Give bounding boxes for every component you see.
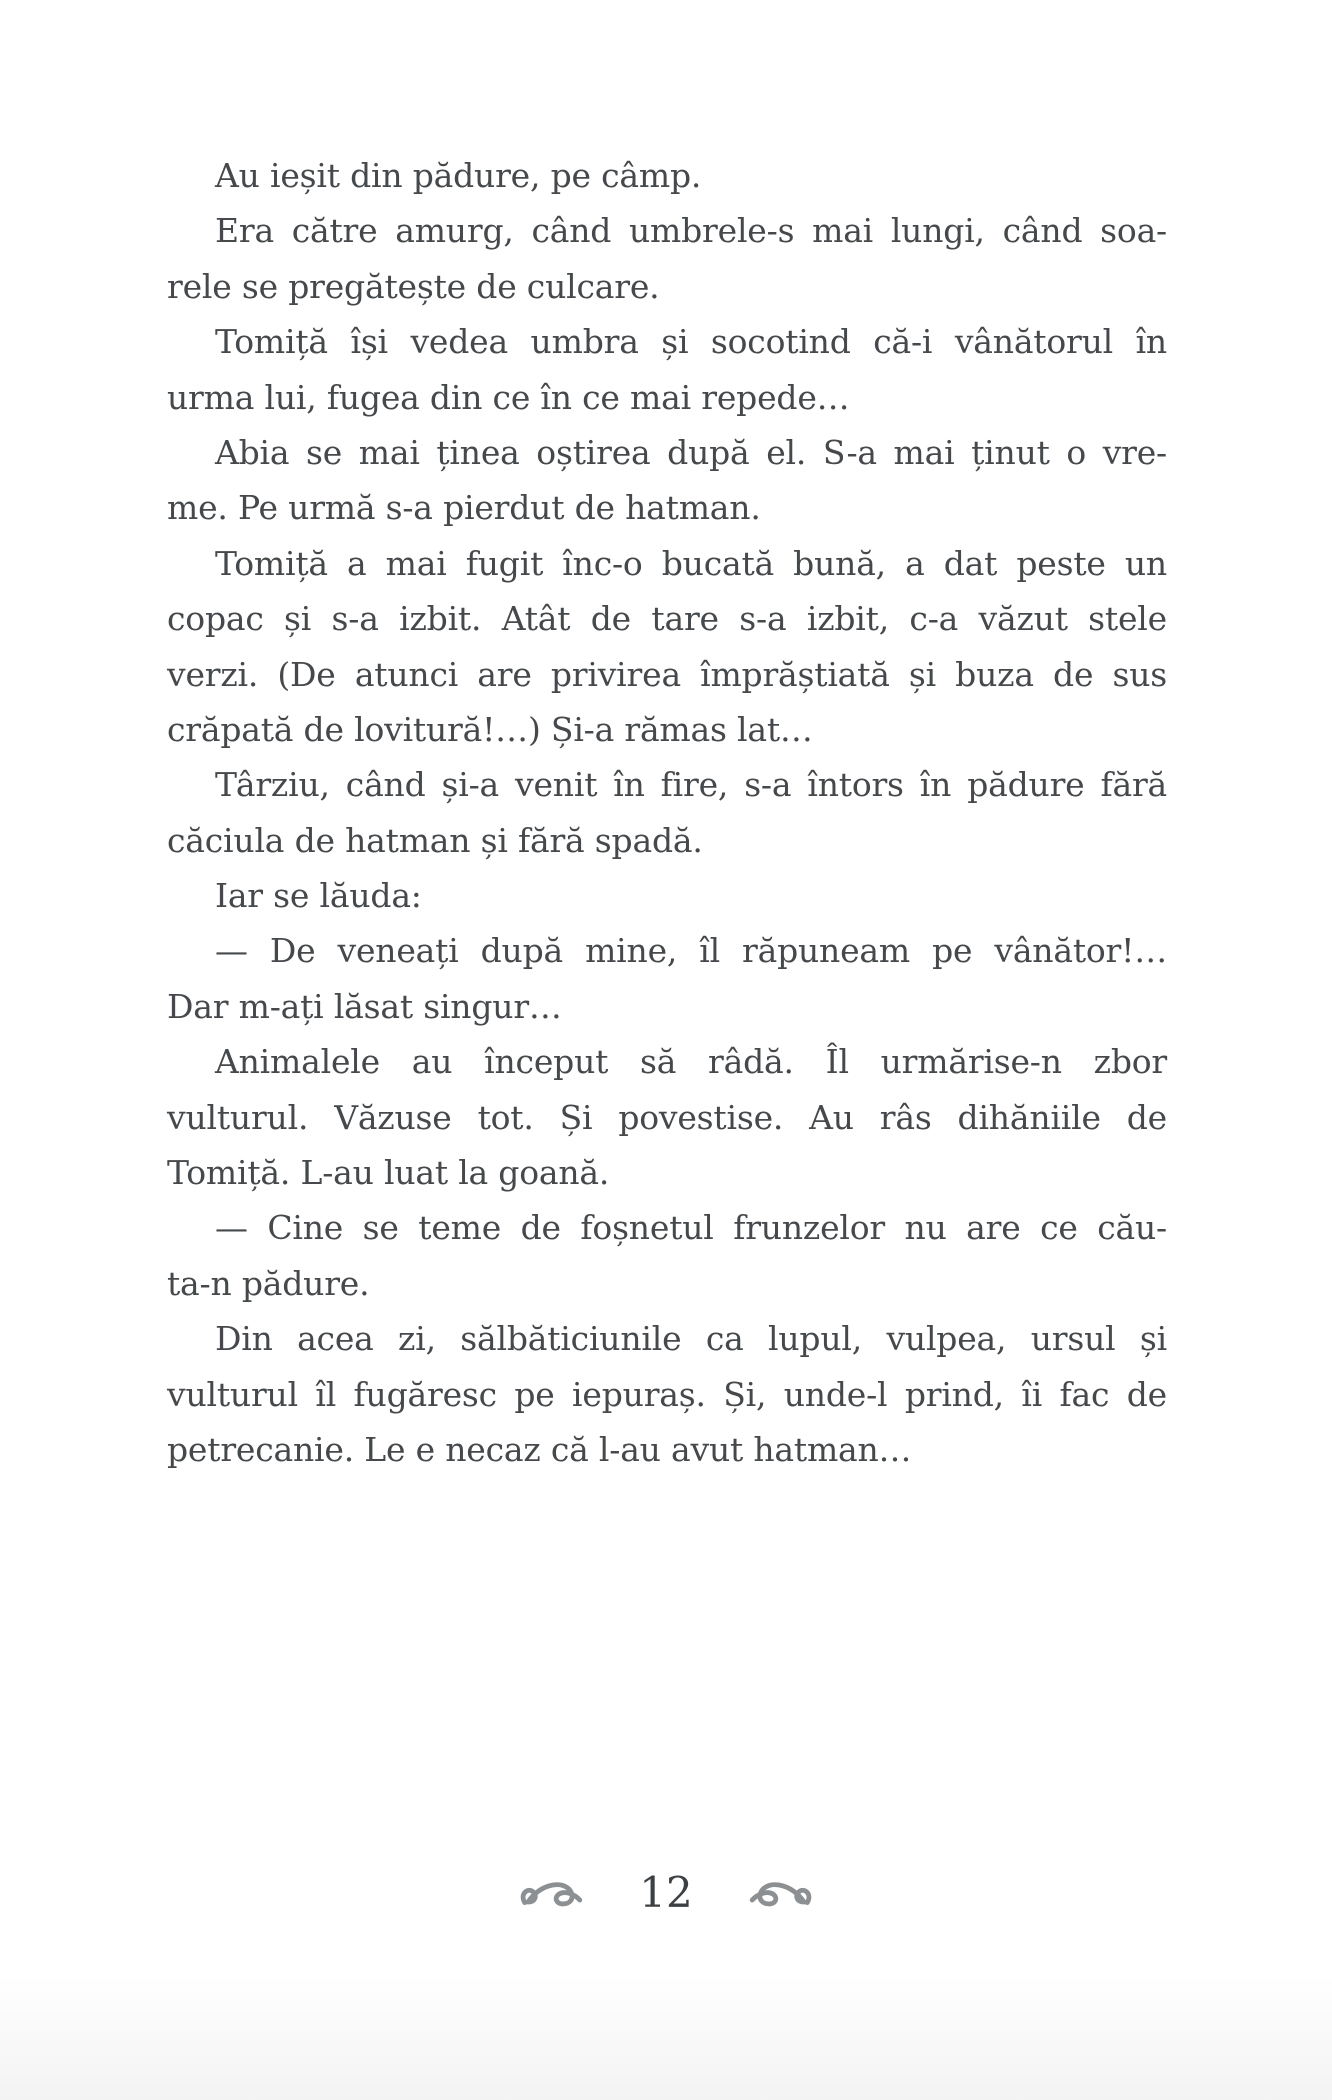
text-line: Din acea zi, sălbăticiunile ca lupul, vulpea, ursul și [215, 1319, 1167, 1359]
paragraph [167, 1034, 1167, 1200]
text-line: urma lui, fugea din ce în ce mai repede… [167, 377, 850, 417]
text-line: vulturul îl fugăresc pe iepuraș. Și, unde-l prind, îi fac de [167, 1374, 1167, 1414]
text-line: — Cine se teme de foșnetul frunzelor nu are ce cău- [215, 1208, 1167, 1248]
text-line: copac și s-a izbit. Atât de tare s-a izbit, c-a văzut stele [167, 599, 1167, 639]
text-block [167, 148, 1167, 1477]
text-line: căciula de hatman și fără spadă. [167, 820, 703, 860]
flourish-left-path [523, 1885, 580, 1904]
text-line: Au ieșit din pădure, pe câmp. [215, 156, 702, 195]
paragraph [167, 757, 1167, 868]
text-line: — De veneați după mine, îl răpuneam pe vânător!… [215, 931, 1167, 971]
text-line: Tomiță. L-au luat la goană. [167, 1153, 610, 1193]
text-line: Tomiță a mai fugit înc-o bucată bună, a dat peste un [215, 543, 1167, 583]
text-line: vulturul. Văzuse tot. Și povestise. Au râs dihăniile de [167, 1097, 1167, 1137]
paragraph [167, 314, 1167, 425]
text-line: rele se pregătește de culcare. [167, 266, 660, 306]
paragraph [167, 425, 1167, 536]
text-line: me. Pe urmă s-a pierdut de hatman. [167, 488, 761, 528]
paragraph [167, 923, 1167, 1034]
text-line: Târziu, când și-a venit în fire, s-a întors în pădure fără [215, 765, 1167, 805]
paragraph [167, 203, 1167, 314]
text-line: Iar se lăuda: [215, 876, 422, 916]
page-footer [0, 1868, 1332, 1917]
paragraph [167, 868, 1167, 923]
text-line: petrecanie. Le e necaz că l-au avut hatman… [167, 1429, 912, 1469]
flourish-right-icon [749, 1875, 813, 1911]
text-line: Abia se mai ținea oștirea după el. S-a mai ținut o vre- [215, 432, 1167, 472]
text-line: ta-n pădure. [167, 1263, 370, 1303]
paragraph [167, 148, 1167, 203]
text-line: crăpată de lovitură!…) Și-a rămas lat… [167, 709, 813, 749]
bottom-fade-gradient [0, 1975, 1332, 2100]
text-line: Animalele au început să râdă. Îl urmărise-n zbor [215, 1042, 1167, 1082]
text-line: verzi. (De atunci are privirea împrăștiată și buza de sus [167, 654, 1167, 694]
text-line: Era către amurg, când umbrele-s mai lungi, când soa- [215, 211, 1167, 251]
paragraph [167, 1200, 1167, 1311]
flourish-left-icon [519, 1875, 583, 1911]
paragraph [167, 536, 1167, 758]
flourish-right-path [752, 1885, 809, 1904]
page-number: 12 [639, 1868, 693, 1917]
text-line: Tomiță își vedea umbra și socotind că-i vânătorul în [215, 322, 1167, 362]
paragraph [167, 1311, 1167, 1477]
text-line: Dar m-ați lăsat singur… [167, 986, 562, 1026]
